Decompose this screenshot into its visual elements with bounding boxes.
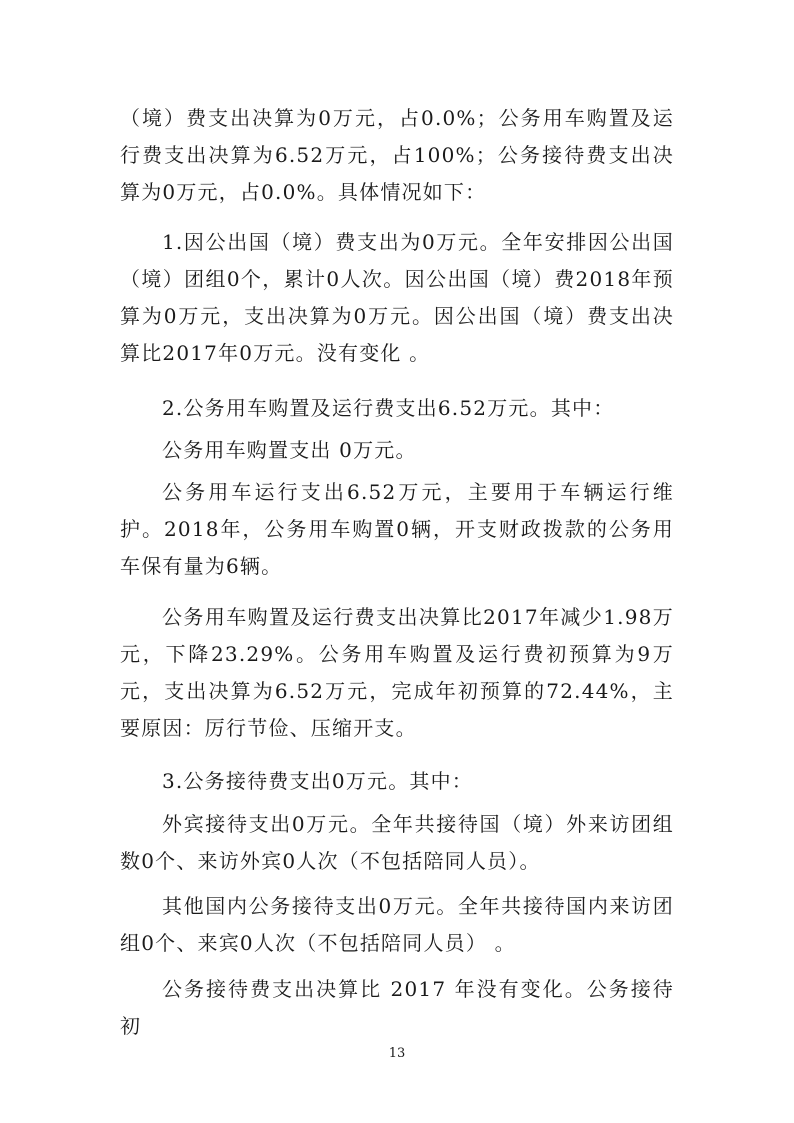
paragraph-vehicle-comparison: 公务用车购置及运行费支出决算比2017年减少1.98万元，下降23.29%。公务用车购置及运行费初预算为9万元，支出决算为6.52万元，完成年初预算的72.44%，主要原因：厉行节俭、压缩开支。 xyxy=(120,605,674,740)
paragraph-reception-comparison: 公务接待费支出决算比 2017 年没有变化。公务接待初 xyxy=(120,977,674,1038)
page-number: 13 xyxy=(388,1046,406,1061)
paragraph-vehicle-purchase: 公务用车购置支出 0万元。 xyxy=(162,438,417,462)
paragraph-reception-heading: 3.公务接待费支出0万元。其中： xyxy=(162,769,474,793)
paragraph-foreign-reception: 外宾接待支出0万元。全年共接待国（境）外来访团组数0个、来访外宾0人次（不包括陪同人员）。 xyxy=(120,812,674,873)
paragraph-vehicle-operation: 公务用车运行支出6.52万元，主要用于车辆运行维护。2018年，公务用车购置0辆，开支财政拨款的公务用车保有量为6辆。 xyxy=(120,480,674,578)
paragraph-vehicle-heading: 2.公务用车购置及运行费支出6.52万元。其中： xyxy=(162,396,615,420)
paragraph-overseas-travel: 1.因公出国（境）费支出为0万元。全年安排因公出国（境）团组0个，累计0人次。因公出国（境）费2018年预算为0万元，支出决算为0万元。因公出国（境）费支出决算比2017年0万元。没有变化 。 xyxy=(120,230,674,365)
paragraph-domestic-reception: 其他国内公务接待支出0万元。全年共接待国内来访团组0个、来宾0人次（不包括陪同人员） 。 xyxy=(120,894,674,955)
paragraph-expense-summary: （境）费支出决算为0万元，占0.0%；公务用车购置及运行费支出决算为6.52万元，占100%；公务接待费支出决算为0万元，占0.0%。具体情况如下： xyxy=(120,106,674,204)
